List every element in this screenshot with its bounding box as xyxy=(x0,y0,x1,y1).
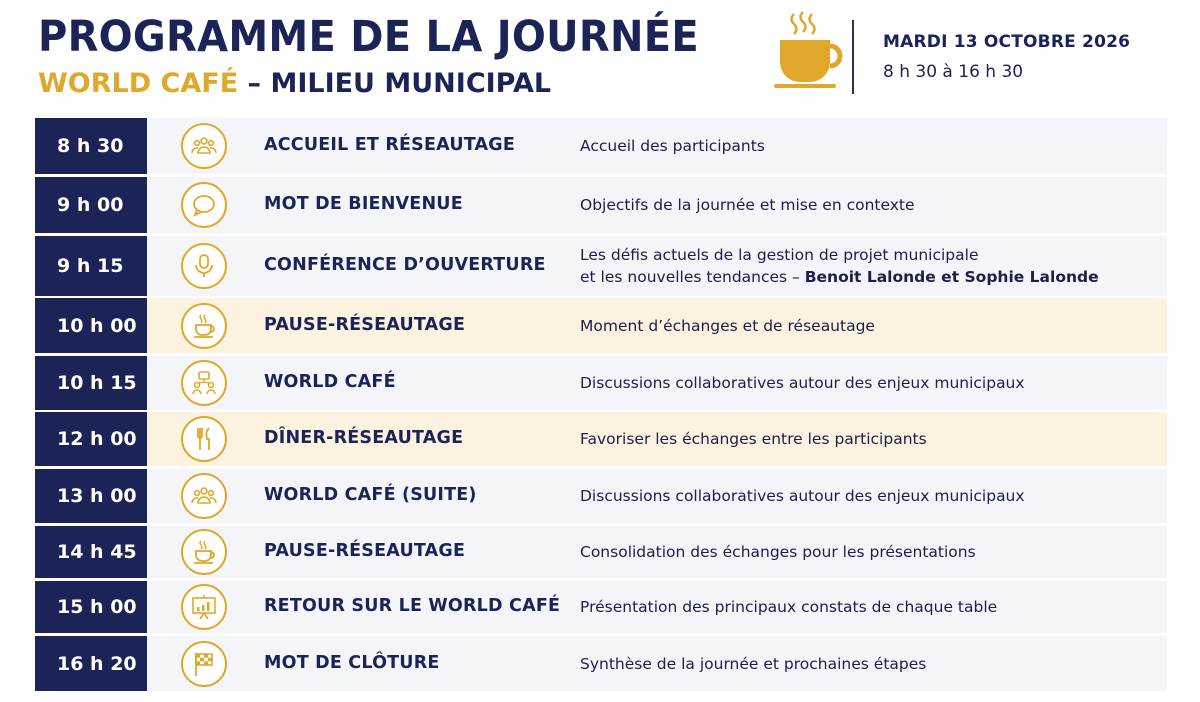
row-activity: MOT DE BIENVENUE xyxy=(264,194,463,214)
row-speakers: Benoit Lalonde et Sophie Lalonde xyxy=(804,268,1099,286)
speech-bubble-icon xyxy=(191,192,217,218)
row-icon-badge xyxy=(181,243,227,289)
subtitle-dash: – xyxy=(238,68,271,99)
row-icon-badge xyxy=(181,303,227,349)
row-description-line1: Consolidation des échanges pour les présentations xyxy=(580,543,976,561)
row-time: 10 h 15 xyxy=(35,356,147,410)
coffee-icon xyxy=(191,313,217,339)
schedule-row xyxy=(35,236,1167,296)
row-activity: RETOUR SUR LE WORLD CAFÉ xyxy=(264,596,561,616)
row-time: 10 h 00 xyxy=(35,298,147,353)
page-title: PROGRAMME DE LA JOURNÉE xyxy=(38,12,699,62)
row-description-line1: Favoriser les échanges entre les participants xyxy=(580,430,927,448)
row-activity: MOT DE CLÔTURE xyxy=(264,653,440,673)
row-icon-badge xyxy=(181,641,227,687)
row-time: 16 h 20 xyxy=(35,636,147,691)
header-divider xyxy=(852,20,854,94)
row-description-line1: Les défis actuels de la gestion de projet municipale xyxy=(580,246,979,264)
row-activity: PAUSE-RÉSEAUTAGE xyxy=(264,315,466,335)
row-description xyxy=(580,428,927,450)
schedule-row xyxy=(35,356,1167,410)
row-description-line1: Synthèse de la journée et prochaines étapes xyxy=(580,655,927,673)
schedule-row xyxy=(35,118,1167,174)
row-time: 12 h 00 xyxy=(35,412,147,466)
row-activity: ACCUEIL ET RÉSEAUTAGE xyxy=(264,135,515,155)
schedule-row xyxy=(35,581,1167,633)
row-description-line2-text: et les nouvelles tendances – xyxy=(580,268,805,286)
page-header xyxy=(38,10,1168,110)
event-date: MARDI 13 OCTOBRE 2026 xyxy=(883,32,1131,52)
row-description xyxy=(580,653,926,675)
row-description xyxy=(580,541,976,563)
row-time: 13 h 00 xyxy=(35,469,147,523)
microphone-icon xyxy=(191,253,217,279)
subtitle-municipal: MILIEU MUNICIPAL xyxy=(270,68,552,99)
people-icon xyxy=(191,483,217,509)
row-activity: DÎNER-RÉSEAUTAGE xyxy=(264,428,464,448)
row-description xyxy=(580,194,915,216)
row-icon-badge xyxy=(181,416,227,462)
row-activity: CONFÉRENCE D’OUVERTURE xyxy=(264,255,546,275)
row-description-line2 xyxy=(580,266,1099,288)
people-icon xyxy=(191,133,217,159)
row-description-line1: Objectifs de la journée et mise en contexte xyxy=(580,196,915,214)
row-activity: WORLD CAFÉ xyxy=(264,372,396,392)
row-time: 14 h 45 xyxy=(35,526,147,578)
network-icon xyxy=(191,370,217,396)
row-description xyxy=(580,244,1099,288)
row-activity: PAUSE-RÉSEAUTAGE xyxy=(264,541,466,561)
row-icon-badge xyxy=(181,360,227,406)
row-description xyxy=(580,372,1025,394)
row-description xyxy=(580,315,875,337)
presentation-chart-icon xyxy=(191,594,217,620)
row-description-line1: Présentation des principaux constats de chaque table xyxy=(580,598,998,616)
row-activity: WORLD CAFÉ (SUITE) xyxy=(264,485,477,505)
schedule-row xyxy=(35,298,1167,353)
schedule-table xyxy=(35,118,1167,692)
page-subtitle xyxy=(38,68,551,99)
row-time: 9 h 00 xyxy=(35,177,147,233)
row-description-line1: Moment d’échanges et de réseautage xyxy=(580,317,875,335)
row-icon-badge xyxy=(181,473,227,519)
row-time: 15 h 00 xyxy=(35,581,147,633)
row-description xyxy=(580,135,765,157)
row-icon-badge xyxy=(181,529,227,575)
schedule-row xyxy=(35,526,1167,578)
coffee-cup-icon xyxy=(756,10,846,94)
schedule-row xyxy=(35,177,1167,233)
row-description xyxy=(580,485,1025,507)
finish-flag-icon xyxy=(191,651,217,677)
row-description-line1: Accueil des participants xyxy=(580,137,765,155)
schedule-row xyxy=(35,636,1167,691)
row-time: 8 h 30 xyxy=(35,118,147,174)
row-description-line1: Discussions collaboratives autour des enjeux municipaux xyxy=(580,374,1025,392)
row-time: 9 h 15 xyxy=(35,236,147,296)
row-description-line1: Discussions collaboratives autour des enjeux municipaux xyxy=(580,487,1025,505)
cutlery-icon xyxy=(191,426,217,452)
schedule-row xyxy=(35,469,1167,523)
schedule-row xyxy=(35,412,1167,466)
subtitle-world-cafe: WORLD CAFÉ xyxy=(38,68,239,99)
row-icon-badge xyxy=(181,123,227,169)
row-icon-badge xyxy=(181,584,227,630)
row-description xyxy=(580,596,997,618)
coffee-icon xyxy=(191,539,217,565)
row-icon-badge xyxy=(181,182,227,228)
event-hours: 8 h 30 à 16 h 30 xyxy=(883,62,1024,82)
